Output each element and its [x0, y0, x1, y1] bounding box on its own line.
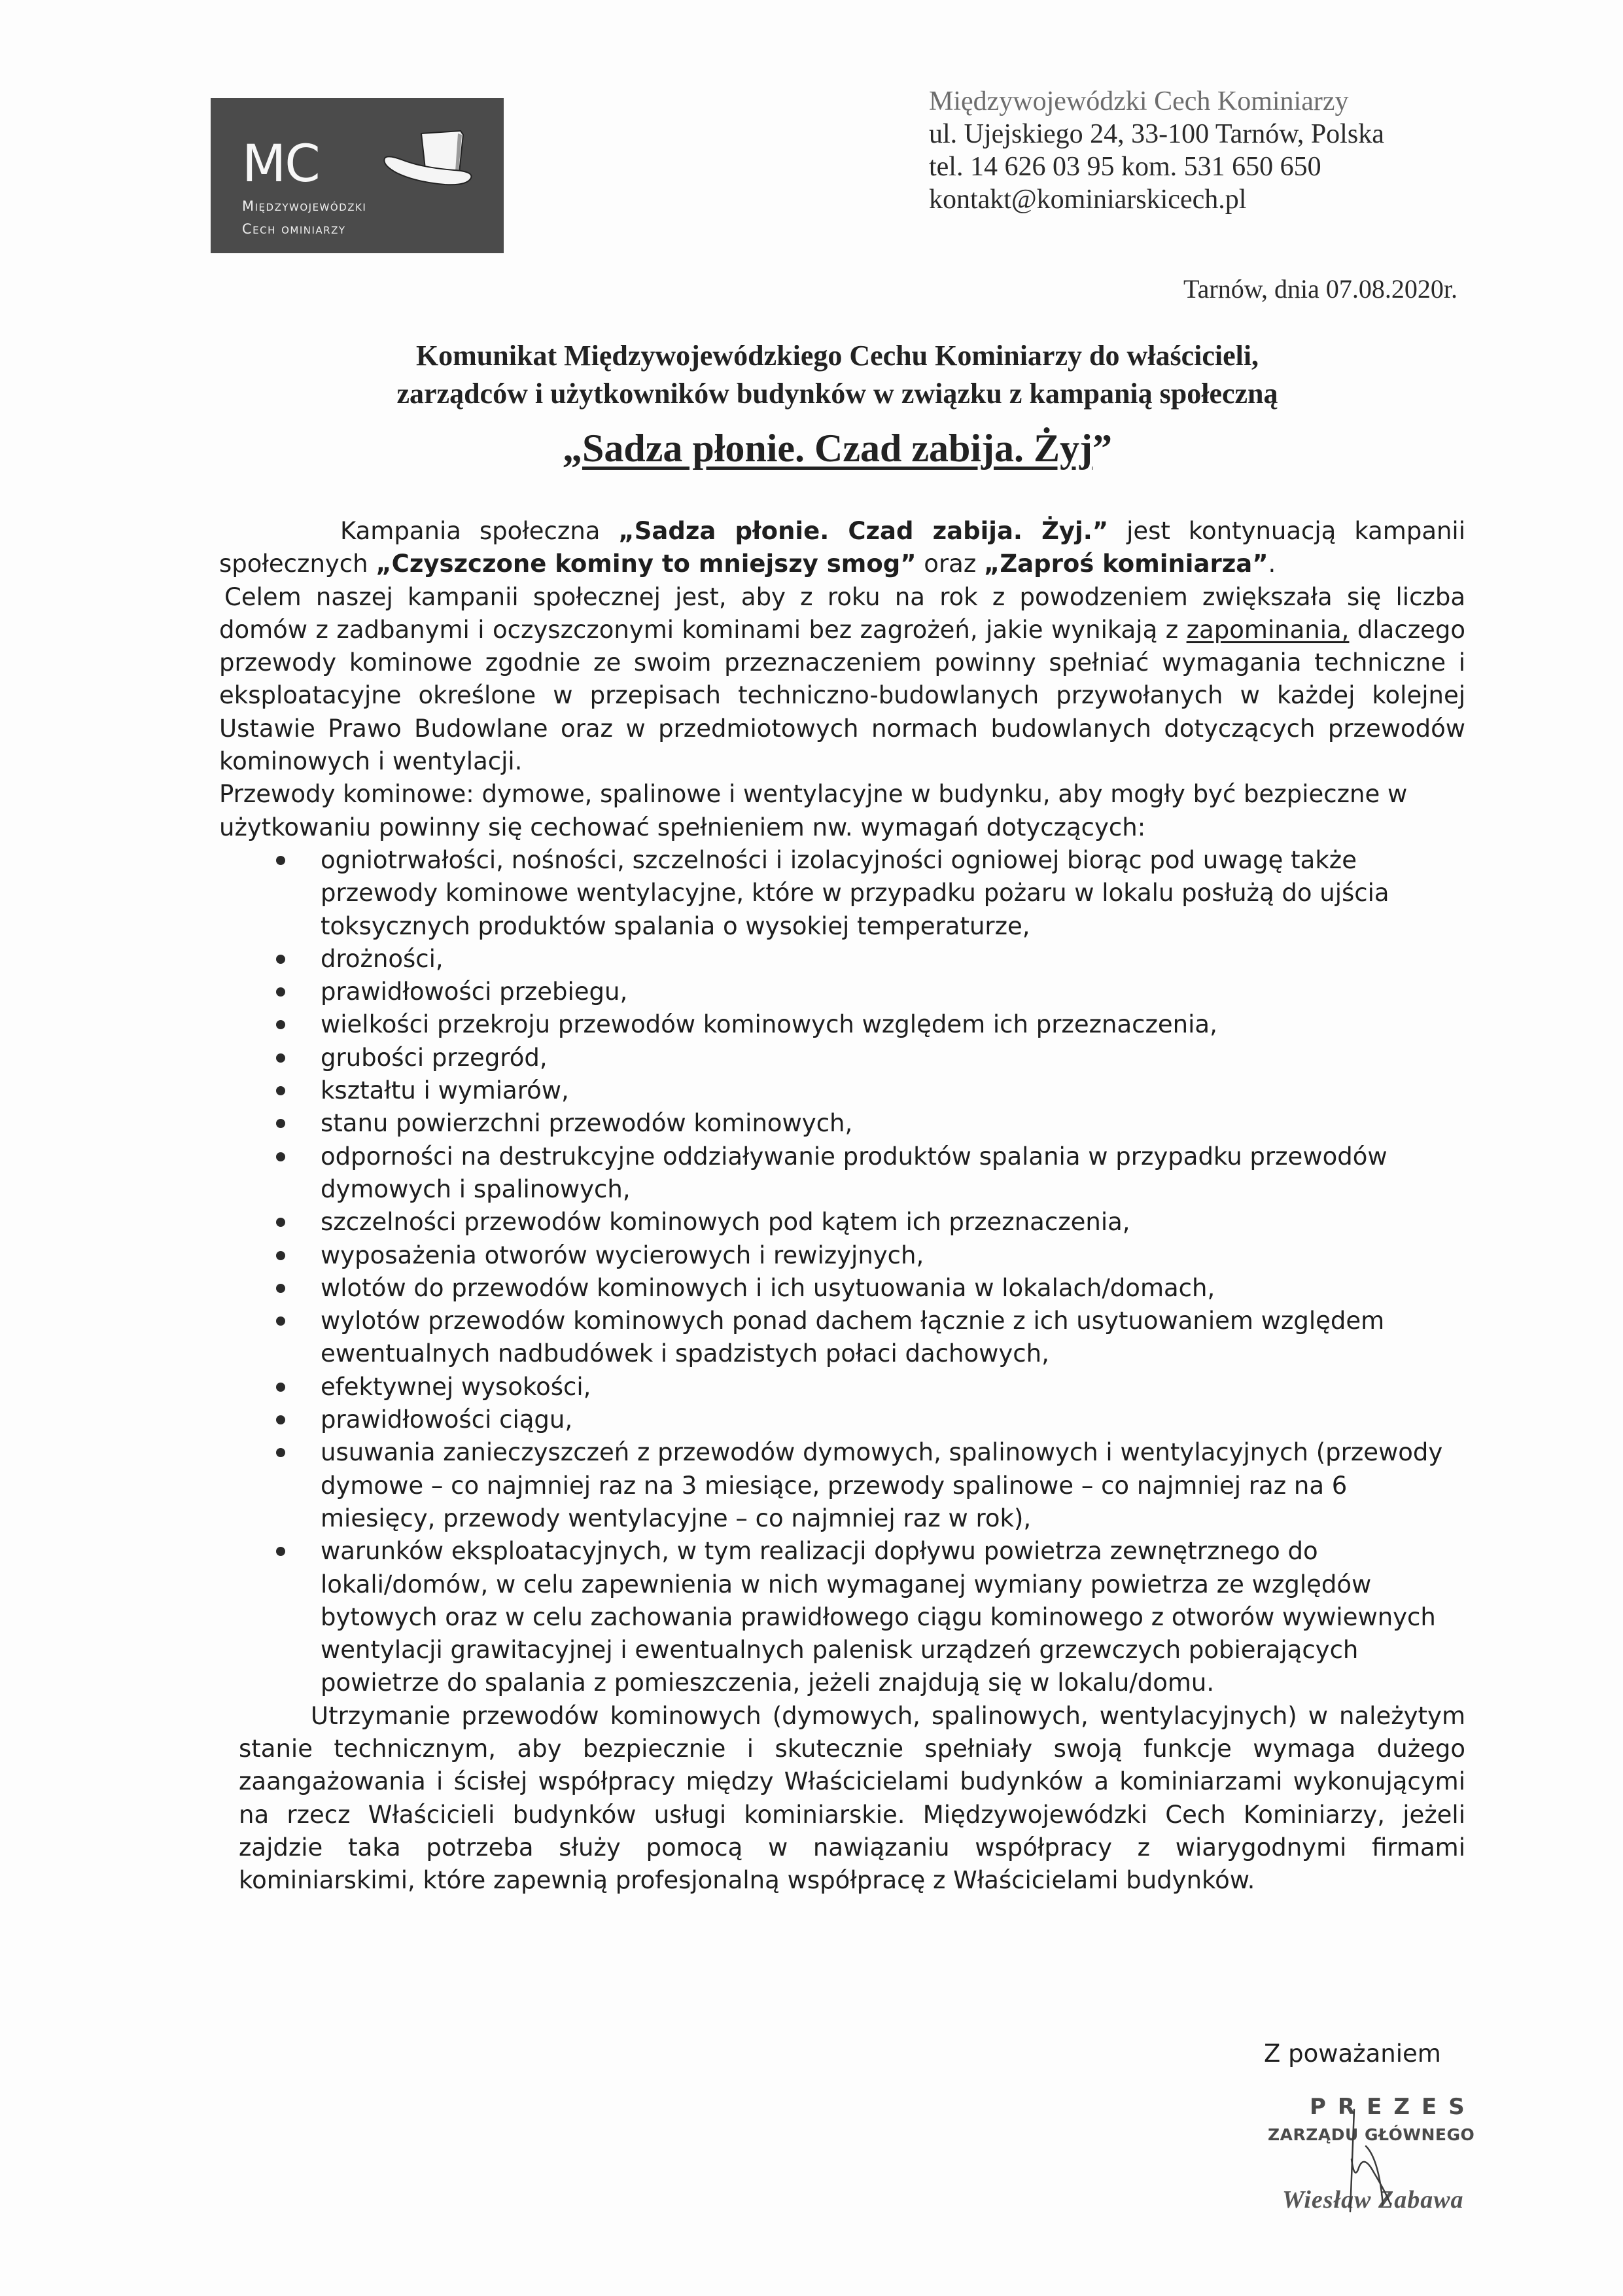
list-item [321, 844, 1465, 943]
list-item [321, 1371, 1465, 1404]
list-item-text: grubości przegród, [321, 1043, 548, 1072]
closing-salutation: Z poważaniem [1264, 2040, 1441, 2068]
bullet-icon [276, 1218, 285, 1227]
bullet-icon [276, 1383, 285, 1392]
requirements-list [219, 844, 1465, 1700]
campaign-slogan [196, 425, 1478, 471]
text-span: oraz [916, 550, 985, 578]
bullet-icon [276, 1547, 285, 1556]
top-hat-icon [382, 126, 480, 191]
logo-text-line1: Międzywojewódzki [242, 198, 367, 214]
list-item-text: efektywnej wysokości, [321, 1372, 591, 1401]
bullet-icon [276, 1448, 285, 1457]
list-item-text: wyposażenia otworów wycierowych i rewizyjnych, [321, 1241, 924, 1269]
stamp-title: PREZES [1310, 2094, 1476, 2120]
list-item [321, 1272, 1465, 1305]
list-item-text: wylotów przewodów kominowych ponad dachem łącznie z ich usytuowaniem względem ewentualnych nadbudówek i spadzistych połaci dachowych, [321, 1307, 1385, 1368]
slogan-open-quote: „ [562, 427, 582, 470]
list-item [321, 1404, 1465, 1436]
bullet-icon [276, 1020, 285, 1029]
list-item [321, 1239, 1465, 1272]
phone-numbers: tel. 14 626 03 95 kom. 531 650 650 [929, 152, 1321, 182]
letter-body [219, 515, 1465, 1897]
underlined-word: zapominania, [1186, 615, 1350, 644]
street-address: ul. Ujejskiego 24, 33-100 Tarnów, Polska [929, 119, 1384, 149]
list-item-text: usuwania zanieczyszczeń z przewodów dymowych, spalinowych i wentylacyjnych (przewody dymowe – co najmniej raz na 3 miesiące, przewody spalinowe – co najmniej raz na 6 miesięcy, przewody wentylacyjne – co najmniej raz w rok), [321, 1438, 1443, 1532]
bullet-icon [276, 955, 285, 964]
campaign-name-previous-2: „Zaproś kominiarza” [984, 550, 1268, 578]
bullet-icon [276, 1152, 285, 1161]
title-line-2: zarządców i użytkowników budynków w związku z kampanią społeczną [396, 378, 1278, 410]
letter-date: Tarnów, dnia 07.08.2020r. [1183, 274, 1457, 304]
list-item-text: drożności, [321, 944, 444, 973]
text-span: jest kontynuacją kampanii społecznych [219, 517, 1465, 578]
text-span: Celem naszej kampanii społecznej jest, aby z roku na rok z powodzeniem zwiększała się liczba domów z zadbanymi i oczyszczonymi kominami bez zagrożeń, jakie wynikają z [219, 582, 1465, 644]
text-span: dlaczego przewody kominowe zgodnie ze swoim przeznaczeniem powinny spełniać wymagania techniczne i eksploatacyjne określone w przepisach techniczno-budowlanych przywołanych w każdej kolejnej Ustawie Prawo Budowlane oraz w przedmiotowych normach budowlanych dotyczących przewodów kominowych i wentylacji. [219, 615, 1466, 776]
organization-logo [211, 98, 504, 253]
campaign-name-previous-1: „Czyszczone kominy to mniejszy smog” [375, 550, 916, 578]
organization-name: Międzywojewódzki Cech Kominiarzy [929, 86, 1349, 116]
paragraph-maintenance: Utrzymanie przewodów kominowych (dymowych, spalinowych, wentylacyjnych) w należytym stanie technicznym, aby bezpiecznie i skutecznie spełniały swoją funkcje wymaga dużego zaangażowania i ścisłej współpracy między Właścicielami budynków a kominiarzami wykonującymi na rzecz Właścicieli budynków usługi kominiarskie. Międzywojewódzki Cech Kominiarzy, jeżeli zajdzie taka potrzeba służy pomocą w nawiązaniu współpracy z wiarygodnymi firmami kominiarskimi, które zapewnią profesjonalną współpracę z Właścicielami budynków. [239, 1701, 1465, 1895]
president-stamp [1263, 2094, 1550, 2225]
stamp-subtitle: ZARZĄDU GŁÓWNEGO [1268, 2125, 1475, 2144]
list-item-text: wielkości przekroju przewodów kominowych względem ich przeznaczenia, [321, 1010, 1217, 1039]
list-item [321, 1107, 1465, 1140]
campaign-name-current: „Sadza płonie. Czad zabija. Żyj.” [618, 517, 1109, 545]
bullet-icon [276, 1415, 285, 1424]
email-address[interactable]: kontakt@kominiarskicech.pl [929, 185, 1247, 215]
list-item-text: prawidłowości przebiegu, [321, 978, 628, 1006]
list-item [321, 1140, 1465, 1207]
list-item-text: szczelności przewodów kominowych pod kątem ich przeznaczenia, [321, 1208, 1130, 1237]
list-item [321, 1535, 1465, 1699]
bullet-icon [276, 1086, 285, 1095]
slogan-close-quote: ” [1092, 427, 1113, 470]
list-item [321, 1206, 1465, 1239]
handwritten-signature-icon [1328, 2107, 1406, 2218]
list-item-text: warunków eksploatacyjnych, w tym realizacji dopływu powietrza zewnętrznego do lokali/domów, w celu zapewnienia w nich wymaganej wymiany powietrza ze względów bytowych oraz w celu zachowania prawidłowego ciągu kominowego z otworów wywiewnych wentylacji grawitacyjnej i ewentualnych palenisk urządzeń grzewczych pobierających powietrze do spalania z pomieszczenia, jeżeli znajdują się w lokalu/domu. [321, 1537, 1436, 1697]
bullet-icon [276, 1053, 285, 1063]
bullet-icon [276, 987, 285, 997]
list-item [321, 1074, 1465, 1107]
bullet-icon [276, 1119, 285, 1128]
paragraph-intro [219, 515, 1465, 581]
logo-initials: MC [242, 135, 319, 194]
paragraph-requirements-intro: Przewody kominowe: dymowe, spalinowe i wentylacyjne w budynku, aby mogły być bezpieczne w użytkowaniu powinny się cechować spełnieniem nw. wymagań dotyczących: [219, 780, 1408, 841]
bullet-icon [276, 1316, 285, 1326]
slogan-text: Sadza płonie. Czad zabija. Żyj [582, 427, 1093, 470]
list-item [321, 976, 1465, 1008]
title-line-1: Komunikat Międzywojewódzkiego Cechu Kominiarzy do właścicieli, [415, 340, 1259, 372]
list-item-text: prawidłowości ciągu, [321, 1405, 573, 1434]
list-item [321, 1436, 1465, 1535]
list-item-text: stanu powierzchni przewodów kominowych, [321, 1109, 853, 1138]
text-span: Kampania społeczna [340, 517, 619, 545]
text-span: . [1268, 550, 1276, 578]
signatory-name: Wiesław Zabawa [1282, 2186, 1464, 2214]
list-item-text: odporności na destrukcyjne oddziaływanie produktów spalania w przypadku przewodów dymowych i spalinowych, [321, 1142, 1387, 1203]
letterhead-address [929, 85, 1384, 216]
list-item-text: kształtu i wymiarów, [321, 1076, 569, 1105]
bullet-icon [276, 1251, 285, 1260]
logo-text-line2: Cech ominiarzy [242, 221, 346, 237]
list-item [321, 1305, 1465, 1371]
communique-title [196, 337, 1478, 413]
paragraph-goal [219, 581, 1465, 779]
bullet-icon [276, 856, 285, 865]
list-item-text: ogniotrwałości, nośności, szczelności i izolacyjności ogniowej biorąc pod uwagę także przewody kominowe wentylacyjne, które w przypadku pożaru w lokalu posłużą do ujścia toksycznych produktów spalania o wysokiej temperaturze, [321, 845, 1389, 940]
list-item [321, 1042, 1465, 1074]
list-item [321, 943, 1465, 976]
list-item [321, 1008, 1465, 1041]
bullet-icon [276, 1284, 285, 1293]
list-item-text: wlotów do przewodów kominowych i ich usytuowania w lokalach/domach, [321, 1273, 1215, 1302]
